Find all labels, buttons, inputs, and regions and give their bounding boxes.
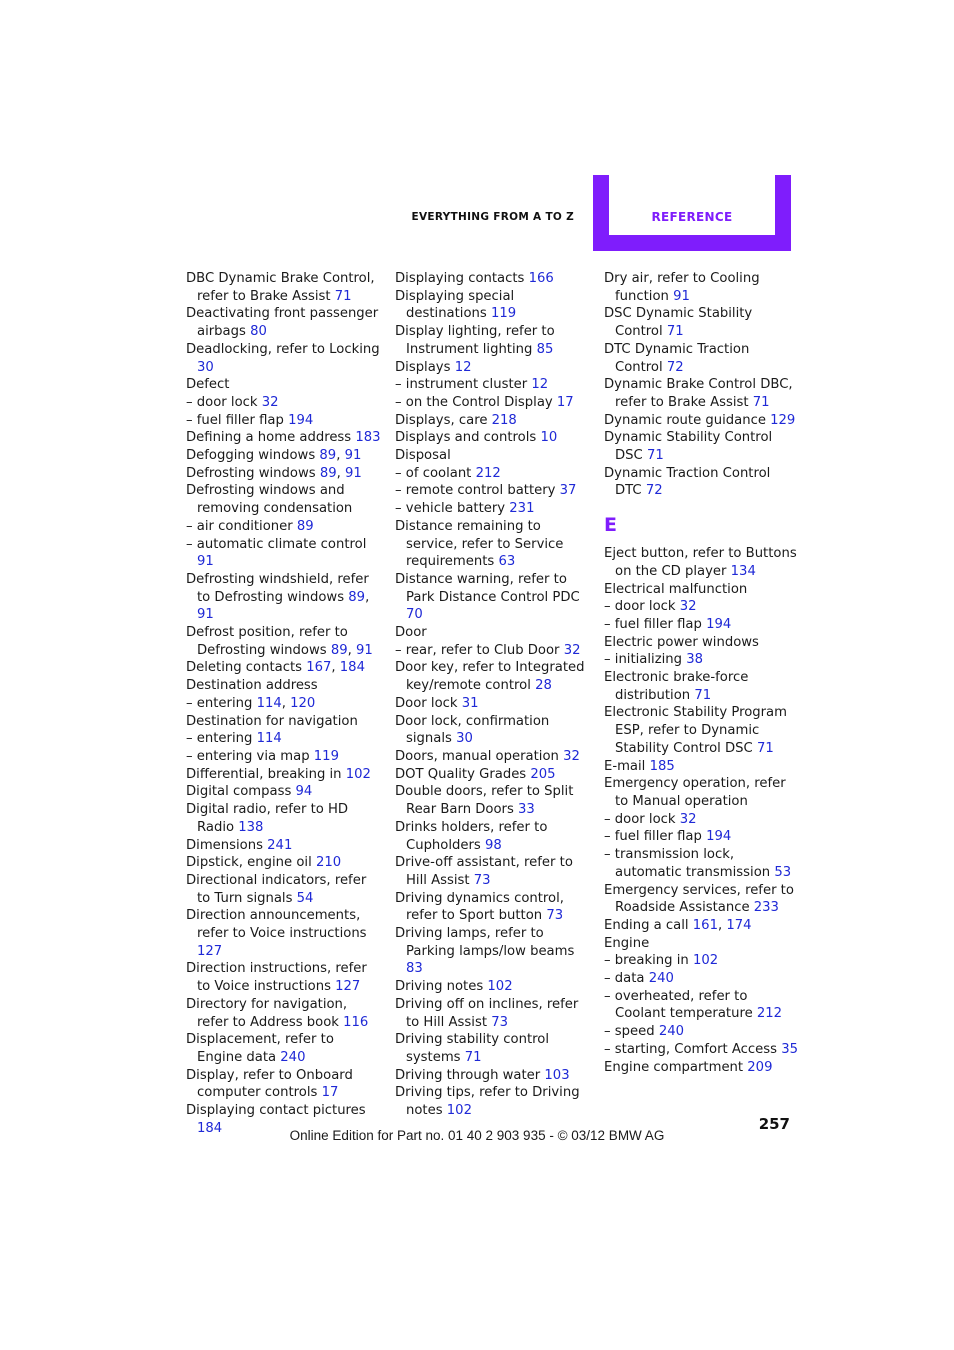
index-entry bbox=[395, 518, 591, 571]
page-reference-link[interactable]: 241 bbox=[267, 837, 293, 853]
page-reference-link[interactable]: 114 bbox=[256, 695, 282, 711]
page-reference-link[interactable]: 210 bbox=[315, 855, 342, 871]
index-entry-text: Electrical malfunction bbox=[604, 581, 748, 597]
page-reference-link[interactable]: 30 bbox=[456, 731, 473, 747]
page-reference-link[interactable]: 209 bbox=[747, 1059, 773, 1075]
index-entry-text: Eject button, refer to Buttons on the CD player bbox=[604, 546, 797, 579]
page-reference-link[interactable]: 134 bbox=[730, 563, 756, 579]
page-reference-link[interactable]: 233 bbox=[753, 900, 779, 916]
index-entry bbox=[186, 907, 382, 960]
page-reference-link[interactable]: 72 bbox=[666, 359, 684, 375]
index-entry bbox=[395, 819, 591, 854]
index-entry-text: – speed bbox=[604, 1024, 655, 1040]
index-entry bbox=[395, 412, 591, 430]
page-reference-link[interactable]: 71 bbox=[646, 448, 664, 464]
index-entry-text: Distance warning, refer to Park Distance Control PDC bbox=[395, 571, 580, 605]
page-reference-link[interactable]: 85 bbox=[536, 341, 554, 357]
page-reference-link[interactable]: 91 bbox=[673, 288, 690, 304]
index-entry bbox=[604, 758, 800, 776]
index-entry-text: Door lock bbox=[395, 695, 458, 711]
index-entry bbox=[186, 412, 382, 430]
index-entry bbox=[604, 341, 800, 376]
page-reference-link[interactable]: 212 bbox=[475, 465, 501, 481]
index-entry-text: Driving dynamics control, refer to Sport button bbox=[395, 890, 564, 924]
index-entry bbox=[186, 677, 382, 695]
index-entry-text: DTC Dynamic Traction Control bbox=[604, 341, 750, 375]
page-reference-link[interactable]: 91 bbox=[356, 642, 373, 658]
reference-tab-inner bbox=[609, 175, 775, 235]
index-entry bbox=[186, 1067, 382, 1102]
index-entry: Defrosting windows 89, 91 bbox=[186, 465, 362, 481]
page-reference-link[interactable]: 89 bbox=[319, 448, 337, 464]
page-reference-link[interactable]: 91 bbox=[197, 607, 214, 623]
index-entry bbox=[186, 801, 382, 836]
page-reference-link[interactable]: 28 bbox=[535, 678, 552, 694]
index-entry-text: Digital radio, refer to HD Radio bbox=[186, 802, 349, 835]
page-reference-link[interactable]: 71 bbox=[752, 394, 770, 410]
index-entry bbox=[604, 465, 800, 500]
page-reference-link[interactable]: 103 bbox=[544, 1067, 570, 1083]
index-entry bbox=[604, 651, 800, 669]
page-reference-link[interactable]: 30 bbox=[197, 359, 214, 375]
page-reference-link[interactable]: 205 bbox=[530, 766, 556, 782]
index-entry bbox=[395, 854, 591, 889]
index-entry-text: – fuel filler flap bbox=[186, 412, 284, 428]
page-reference-link[interactable]: 185 bbox=[649, 758, 675, 774]
page-reference-link[interactable]: 240 bbox=[658, 1024, 685, 1040]
index-entry-text: Ending a call bbox=[604, 917, 689, 933]
index-entry-text: Deactivating front passenger airbags bbox=[186, 306, 379, 340]
index-entry-text: Dipstick, engine oil bbox=[186, 855, 312, 871]
index-entry bbox=[186, 429, 382, 447]
page-reference-link[interactable]: 102 bbox=[345, 766, 371, 782]
page-reference-link[interactable]: 63 bbox=[498, 554, 516, 570]
index-entry bbox=[395, 925, 591, 978]
page-reference-link[interactable]: 54 bbox=[296, 890, 314, 906]
index-entry-text: DSC Dynamic Stability Control bbox=[604, 306, 753, 340]
index-entry bbox=[604, 1041, 800, 1059]
page-reference-link[interactable]: 91 bbox=[345, 465, 362, 481]
index-entry-text: Doors, manual operation bbox=[395, 748, 559, 764]
index-column-2 bbox=[395, 270, 591, 1120]
index-entry bbox=[604, 598, 800, 616]
index-letter-heading: E bbox=[604, 514, 617, 537]
index-entry-text: – entering via map bbox=[186, 748, 310, 764]
index-entry-text: Electronic brake-force distribution bbox=[604, 670, 749, 703]
index-entry-text: – door lock bbox=[604, 599, 676, 615]
index-entry bbox=[186, 713, 382, 731]
index-entry-text: – air conditioner bbox=[186, 518, 293, 534]
page-reference-link[interactable]: 35 bbox=[781, 1041, 799, 1057]
index-entry-text: Door lock, confirmation signals bbox=[395, 713, 550, 747]
index-entry-text: – door lock bbox=[186, 394, 258, 410]
index-entry-text: – entering bbox=[186, 695, 253, 711]
page-number: 257 bbox=[758, 1115, 790, 1133]
index-entry-text: Display, refer to Onboard computer controls bbox=[186, 1067, 353, 1101]
index-entry-text: Destination for navigation bbox=[186, 713, 358, 729]
index-entry-text: – transmission lock, automatic transmission bbox=[604, 847, 771, 880]
index-entry-text: Display lighting, refer to Instrument lighting bbox=[395, 324, 555, 357]
index-entry-text: Directional indicators, refer to Turn signals bbox=[186, 872, 367, 906]
page-reference-link[interactable]: 73 bbox=[473, 872, 491, 888]
page-reference-link[interactable]: 184 bbox=[197, 1120, 223, 1136]
index-entry bbox=[395, 978, 591, 996]
index-entry bbox=[604, 429, 800, 464]
page-reference-link[interactable]: 166 bbox=[528, 271, 554, 286]
page-reference-link[interactable]: 218 bbox=[491, 412, 517, 428]
page-reference-link[interactable]: 194 bbox=[706, 616, 732, 632]
page-reference-link[interactable]: 12 bbox=[531, 377, 549, 393]
index-entry bbox=[395, 624, 591, 642]
index-entry bbox=[186, 996, 382, 1031]
index-entry-text: Displaying contacts bbox=[395, 271, 525, 286]
page-reference-link[interactable]: 102 bbox=[446, 1103, 472, 1119]
page-reference-link[interactable]: 119 bbox=[313, 748, 339, 764]
page-reference-link[interactable]: 72 bbox=[645, 483, 663, 499]
index-entry bbox=[604, 970, 800, 988]
page-reference-link[interactable]: 194 bbox=[288, 412, 314, 428]
index-entry bbox=[604, 1023, 800, 1041]
index-entry bbox=[395, 783, 591, 818]
index-entry-text: Defrosting windshield, refer to Defrosting windows bbox=[186, 571, 369, 605]
page-reference-link[interactable]: 32 bbox=[679, 811, 697, 827]
page-reference-link[interactable]: 17 bbox=[321, 1085, 339, 1101]
index-entry bbox=[604, 988, 800, 1023]
page-reference-link[interactable]: 31 bbox=[461, 695, 479, 711]
index-entry-text: Defrosting windows and removing condensation bbox=[186, 483, 353, 517]
index-entry bbox=[186, 730, 382, 748]
index-entry-text: Displacement, refer to Engine data bbox=[186, 1032, 334, 1065]
index-entry-text: – automatic climate control bbox=[186, 536, 367, 552]
index-entry: Deleting contacts 167, 184 bbox=[186, 660, 365, 676]
page-reference-link[interactable]: 119 bbox=[490, 306, 517, 322]
index-entry bbox=[395, 695, 591, 713]
index-entry-text: Drive-off assistant, refer to Hill Assist bbox=[395, 855, 573, 888]
index-entry bbox=[604, 846, 800, 881]
index-entry-text: Engine bbox=[604, 935, 650, 951]
index-entry bbox=[395, 429, 591, 447]
index-entry bbox=[395, 465, 591, 483]
index-entry-text: Displays, care bbox=[395, 412, 488, 428]
page-reference-link[interactable]: 167 bbox=[306, 660, 332, 676]
reference-tab bbox=[593, 175, 791, 251]
index-entry-text: Destination address bbox=[186, 678, 318, 694]
index-entry-text: Deadlocking, refer to Locking bbox=[186, 341, 380, 357]
index-entry bbox=[395, 571, 591, 624]
page-reference-link[interactable]: 10 bbox=[540, 430, 558, 446]
index-entry bbox=[604, 935, 800, 953]
page-reference-link[interactable]: 17 bbox=[556, 394, 574, 410]
index-entry-text: – initializing bbox=[604, 652, 683, 668]
index-entry-text: Defrosting windows bbox=[186, 465, 316, 481]
index-entry-text: – overheated, refer to Coolant temperature bbox=[604, 988, 753, 1022]
index-entry bbox=[395, 323, 591, 358]
page-reference-link[interactable]: 183 bbox=[355, 430, 381, 446]
index-entry: Defrost position, refer to Defrosting windows 89, 91 bbox=[186, 625, 373, 658]
index-entry-text: Drinks holders, refer to Cupholders bbox=[395, 819, 548, 853]
index-entry bbox=[395, 288, 591, 323]
index-entry-text: – breaking in bbox=[604, 953, 689, 969]
index-entry-text: Dynamic Stability Control DSC bbox=[604, 430, 773, 464]
index-entry: Defogging windows 89, 91 bbox=[186, 448, 362, 464]
index-entry-text: Defrost position, refer to Defrosting windows bbox=[186, 625, 348, 658]
page-reference-link[interactable]: 12 bbox=[454, 359, 472, 375]
index-entry bbox=[395, 500, 591, 518]
footer: Online Edition for Part no. 01 40 2 903 935 - © 03/12 BMW AG bbox=[289, 1128, 665, 1143]
page-reference-link[interactable]: 89 bbox=[330, 642, 348, 658]
index-entry-text: Dynamic Brake Control DBC, refer to Brake Assist bbox=[604, 377, 793, 410]
index-entry bbox=[186, 872, 382, 907]
index-entry bbox=[604, 305, 800, 340]
index-entry bbox=[395, 1031, 591, 1066]
index-entry bbox=[604, 270, 800, 305]
index-entry bbox=[395, 713, 591, 748]
index-entry bbox=[395, 1067, 591, 1085]
index-entry-text: Displaying special destinations bbox=[395, 288, 515, 322]
index-entry bbox=[186, 837, 382, 855]
page-reference-link[interactable]: 91 bbox=[197, 554, 214, 570]
index-entry bbox=[604, 545, 800, 580]
index-entry-text: – of coolant bbox=[395, 465, 472, 481]
page-reference-link[interactable]: 83 bbox=[406, 961, 423, 977]
index-entry bbox=[186, 766, 382, 784]
index-entry-text: Electric power windows bbox=[604, 634, 759, 650]
page-reference-link[interactable]: 89 bbox=[348, 589, 366, 605]
page-reference-link[interactable]: 120 bbox=[290, 695, 316, 711]
index-entry bbox=[395, 270, 591, 288]
index-entry-text: Driving off on inclines, refer to Hill Assist bbox=[395, 996, 579, 1030]
page-reference-link[interactable]: 33 bbox=[518, 802, 535, 818]
index-entry bbox=[604, 775, 800, 810]
index-entry bbox=[186, 960, 382, 995]
index-entry-text: Emergency services, refer to Roadside Assistance bbox=[604, 882, 794, 916]
index-entry bbox=[604, 669, 800, 704]
page-reference-link[interactable]: 127 bbox=[197, 943, 223, 959]
index-column-3 bbox=[604, 270, 800, 1076]
index-entry-text: DOT Quality Grades bbox=[395, 766, 527, 782]
index-entry-text: Driving notes bbox=[395, 979, 484, 995]
page-reference-link[interactable]: 71 bbox=[694, 687, 712, 703]
index-entry-text: – remote control battery bbox=[395, 483, 556, 499]
index-entry-text: – vehicle battery bbox=[395, 501, 506, 517]
index-entry-text: – instrument cluster bbox=[395, 377, 528, 393]
index-entry bbox=[604, 704, 800, 757]
page-reference-link[interactable]: 73 bbox=[491, 1014, 508, 1030]
index-entry-text: – rear, refer to Club Door bbox=[395, 642, 560, 658]
index-entry bbox=[186, 305, 382, 340]
index-entry-text: Displaying contact pictures bbox=[186, 1103, 366, 1119]
page-reference-link[interactable]: 174 bbox=[726, 917, 752, 933]
page-reference-link[interactable]: 98 bbox=[485, 837, 502, 853]
index-entry-text: Displays bbox=[395, 359, 451, 375]
index-entry bbox=[186, 518, 382, 536]
index-entry bbox=[395, 890, 591, 925]
index-entry bbox=[604, 1059, 800, 1077]
page-reference-link[interactable]: 53 bbox=[774, 864, 792, 880]
index-entry-text: E-mail bbox=[604, 758, 646, 774]
index-entry-text: – starting, Comfort Access bbox=[604, 1041, 778, 1057]
index-entry bbox=[395, 394, 591, 412]
index-entry-text: Door bbox=[395, 625, 427, 641]
index-entry bbox=[395, 1084, 591, 1119]
page-reference-link[interactable]: 212 bbox=[756, 1006, 783, 1022]
index-entry-text: – door lock bbox=[604, 811, 676, 827]
index-entry-text: Emergency operation, refer to Manual operation bbox=[604, 776, 786, 809]
page-reference-link[interactable]: 38 bbox=[686, 652, 704, 668]
index-entry: – entering 114, 120 bbox=[186, 695, 316, 711]
index-entry-text: Defogging windows bbox=[186, 448, 316, 464]
index-entry-text: Directory for navigation, refer to Address book bbox=[186, 996, 348, 1030]
index-entry-text: Driving stability control systems bbox=[395, 1032, 549, 1065]
page-reference-link[interactable]: 161 bbox=[692, 917, 718, 933]
index-column-1 bbox=[186, 270, 382, 1137]
index-entry-text: Dynamic Traction Control DTC bbox=[604, 465, 771, 499]
index-entry bbox=[604, 882, 800, 917]
index-entry bbox=[604, 952, 800, 970]
index-entry bbox=[186, 394, 382, 412]
index-entry bbox=[604, 412, 800, 430]
index-entry-text: Digital compass bbox=[186, 784, 292, 800]
index-entry-text: – fuel filler flap bbox=[604, 829, 702, 845]
index-entry-text: Dry air, refer to Cooling function bbox=[604, 271, 760, 304]
page-reference-link[interactable]: 71 bbox=[666, 324, 684, 340]
index-entry-text: Deleting contacts bbox=[186, 660, 303, 676]
page-reference-link[interactable]: 94 bbox=[295, 784, 313, 800]
index-entry-text: Direction announcements, refer to Voice instructions bbox=[186, 908, 367, 942]
section-label: EVERYTHING FROM A TO Z bbox=[411, 211, 574, 223]
index-entry: Ending a call 161, 174 bbox=[604, 917, 752, 933]
index-entry bbox=[395, 359, 591, 377]
page-reference-link[interactable]: 32 bbox=[679, 599, 697, 615]
page-reference-link[interactable]: 240 bbox=[648, 971, 674, 987]
index-entry bbox=[395, 447, 591, 465]
index-entry-text: Defining a home address bbox=[186, 430, 352, 446]
index-entry-text: Dynamic route guidance bbox=[604, 412, 766, 428]
index-entry-text: Driving tips, refer to Driving notes bbox=[395, 1085, 580, 1119]
index-entry bbox=[186, 536, 382, 571]
index-entry bbox=[604, 376, 800, 411]
page-reference-link[interactable]: 73 bbox=[546, 908, 564, 924]
index-entry bbox=[395, 996, 591, 1031]
index-entry bbox=[604, 634, 800, 652]
index-entry bbox=[395, 376, 591, 394]
page-reference-link[interactable]: 37 bbox=[559, 483, 577, 499]
page-reference-link[interactable]: 114 bbox=[256, 731, 282, 747]
index-entry-text: Driving through water bbox=[395, 1067, 541, 1083]
index-entry bbox=[604, 581, 800, 599]
page-reference-link[interactable]: 71 bbox=[334, 288, 352, 304]
page-reference-link[interactable]: 32 bbox=[563, 748, 580, 764]
reference-tab-label: REFERENCE bbox=[651, 210, 733, 224]
page-reference-link[interactable]: 89 bbox=[296, 518, 314, 534]
page-reference-link[interactable]: 102 bbox=[692, 953, 719, 969]
index-entry-text: Disposal bbox=[395, 448, 451, 464]
page-reference-link[interactable]: 71 bbox=[464, 1049, 482, 1065]
index-entry bbox=[395, 642, 591, 660]
index-entry bbox=[186, 1031, 382, 1066]
index-entry-text: – entering bbox=[186, 731, 253, 747]
page-reference-link[interactable]: 71 bbox=[756, 740, 774, 756]
index-entry-text: Double doors, refer to Split Rear Barn Doors bbox=[395, 784, 574, 818]
index-entry bbox=[395, 766, 591, 784]
index-entry-text: Dimensions bbox=[186, 837, 263, 853]
index-entry bbox=[186, 376, 382, 394]
index-entry-text: Distance remaining to service, refer to Service requirements bbox=[395, 518, 564, 570]
index-entry bbox=[186, 270, 382, 305]
index-entry bbox=[186, 341, 382, 376]
page-reference-link[interactable]: 116 bbox=[343, 1014, 369, 1030]
index-entry bbox=[395, 748, 591, 766]
index-entry bbox=[186, 854, 382, 872]
index-entry-text: Electronic Stability Program ESP, refer to Dynamic Stability Control DSC bbox=[604, 705, 787, 756]
page-reference-link[interactable]: 184 bbox=[339, 660, 365, 676]
page-reference-link[interactable]: 102 bbox=[487, 979, 513, 995]
index-entry-text: Displays and controls bbox=[395, 430, 537, 446]
index-entry bbox=[604, 828, 800, 846]
page-reference-link[interactable]: 89 bbox=[319, 465, 337, 481]
index-entry bbox=[604, 811, 800, 829]
index-entry-text: DBC Dynamic Brake Control, refer to Brake Assist bbox=[186, 271, 375, 304]
index-entry-text: Driving lamps, refer to Parking lamps/low beams bbox=[395, 926, 575, 959]
index-entry-text: Direction instructions, refer to Voice instructions bbox=[186, 961, 367, 995]
index-entry bbox=[395, 482, 591, 500]
page-reference-link[interactable]: 231 bbox=[509, 501, 535, 517]
index-entry-text: Defect bbox=[186, 377, 230, 393]
index-entry-text: – data bbox=[604, 971, 645, 987]
index-entry bbox=[604, 616, 800, 634]
index-entry-text: Differential, breaking in bbox=[186, 766, 342, 782]
page-reference-link[interactable]: 80 bbox=[250, 324, 267, 340]
page-reference-link[interactable]: 138 bbox=[238, 819, 264, 835]
index-entry bbox=[186, 482, 382, 517]
page-reference-link[interactable]: 32 bbox=[261, 394, 279, 410]
index-entry-text: – on the Control Display bbox=[395, 394, 553, 410]
index-entry bbox=[186, 783, 382, 801]
index-entry bbox=[395, 659, 591, 694]
page-reference-link[interactable]: 240 bbox=[280, 1049, 306, 1065]
index-entry-text: Engine compartment bbox=[604, 1059, 744, 1075]
page-reference-link[interactable]: 91 bbox=[344, 448, 362, 464]
index-entry: Defrosting windshield, refer to Defrosting windows 89, 91 bbox=[186, 571, 370, 623]
page-reference-link[interactable]: 129 bbox=[770, 412, 796, 428]
index-entry-text: – fuel filler flap bbox=[604, 616, 702, 632]
page-reference-link[interactable]: 127 bbox=[335, 979, 361, 995]
page-reference-link[interactable]: 70 bbox=[406, 607, 423, 623]
index-entry-text: Door key, refer to Integrated key/remote control bbox=[395, 660, 585, 694]
page-reference-link[interactable]: 194 bbox=[706, 829, 732, 845]
page-reference-link[interactable]: 32 bbox=[563, 642, 581, 658]
index-entry bbox=[186, 748, 382, 766]
